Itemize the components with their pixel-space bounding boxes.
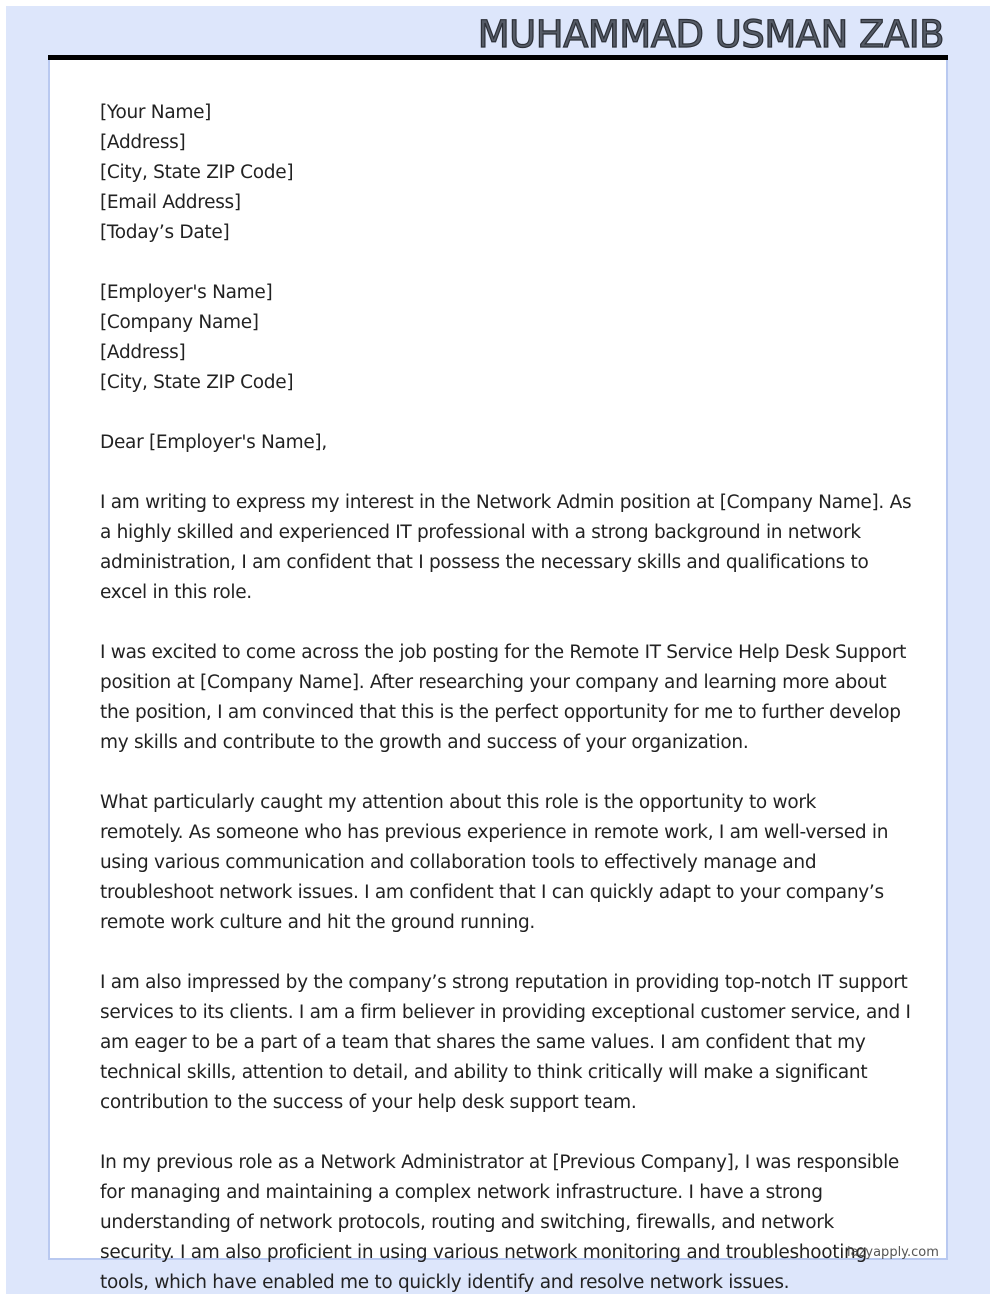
salutation-text: Dear [Employer's Name], xyxy=(100,432,327,453)
paragraph-line: using various communication and collaboration tools to effectively manage and xyxy=(100,852,817,873)
recipient-address-block xyxy=(100,278,900,398)
sender-address: [Address] xyxy=(100,132,186,153)
paragraph-line: administration, I am confident that I possess the necessary skills and qualifications to xyxy=(100,552,869,573)
paragraph-line: I am also impressed by the company’s strong reputation in providing top-notch IT support xyxy=(100,972,908,993)
paragraph-intro xyxy=(100,488,912,608)
company-city-state-zip: [City, State ZIP Code] xyxy=(100,372,294,393)
paragraph-company-reputation xyxy=(100,968,911,1118)
paragraph-line: remote work culture and hit the ground running. xyxy=(100,912,535,933)
letter-date: [Today’s Date] xyxy=(100,222,230,243)
paragraph-line: contribution to the success of your help desk support team. xyxy=(100,1092,637,1113)
company-address: [Address] xyxy=(100,342,186,363)
sender-email: [Email Address] xyxy=(100,192,241,213)
paragraph-line: technical skills, attention to detail, and ability to think critically will make a significant xyxy=(100,1062,868,1083)
header-name: MUHAMMAD USMAN ZAIB xyxy=(477,13,944,56)
paragraph-line: my skills and contribute to the growth and success of your organization. xyxy=(100,732,749,753)
cover-letter-body xyxy=(100,98,912,1298)
paragraph-line: I am writing to express my interest in the Network Admin position at [Company Name]. As xyxy=(100,492,912,513)
paragraph-line: understanding of network protocols, routing and switching, firewalls, and network xyxy=(100,1212,834,1233)
watermark: lazyapply.com xyxy=(847,1245,939,1260)
salutation xyxy=(100,428,900,458)
paragraph-line: In my previous role as a Network Administrator at [Previous Company], I was responsible xyxy=(100,1152,900,1173)
paragraph-previous-role xyxy=(100,1148,900,1298)
paragraph-line: services to its clients. I am a firm believer in providing exceptional customer service, and I xyxy=(100,1002,911,1023)
paragraph-job-posting xyxy=(100,638,907,758)
paragraph-line: the position, I am convinced that this is the perfect opportunity for me to further develop xyxy=(100,702,901,723)
paragraph-line: excel in this role. xyxy=(100,582,252,603)
paragraph-line: I was excited to come across the job posting for the Remote IT Service Help Desk Support xyxy=(100,642,907,663)
employer-name: [Employer's Name] xyxy=(100,282,273,303)
paragraph-line: tools, which have enabled me to quickly identify and resolve network issues. xyxy=(100,1272,790,1293)
paragraph-line: for managing and maintaining a complex network infrastructure. I have a strong xyxy=(100,1182,823,1203)
paragraph-line: position at [Company Name]. After researching your company and learning more about xyxy=(100,672,887,693)
paragraph-line: What particularly caught my attention about this role is the opportunity to work xyxy=(100,792,817,813)
sender-name: [Your Name] xyxy=(100,102,212,123)
company-name: [Company Name] xyxy=(100,312,259,333)
paragraph-remote-work xyxy=(100,788,900,938)
sender-city-state-zip: [City, State ZIP Code] xyxy=(100,162,294,183)
paragraph-line: a highly skilled and experienced IT professional with a strong background in network xyxy=(100,522,861,543)
paragraph-line: am eager to be a part of a team that shares the same values. I am confident that my xyxy=(100,1032,866,1053)
paragraph-line: security. I am also proficient in using various network monitoring and troubleshooting xyxy=(100,1242,867,1263)
paragraph-line: remotely. As someone who has previous experience in remote work, I am well-versed in xyxy=(100,822,889,843)
sender-address-block xyxy=(100,98,900,248)
paragraph-line: troubleshoot network issues. I am confident that I can quickly adapt to your company’s xyxy=(100,882,884,903)
